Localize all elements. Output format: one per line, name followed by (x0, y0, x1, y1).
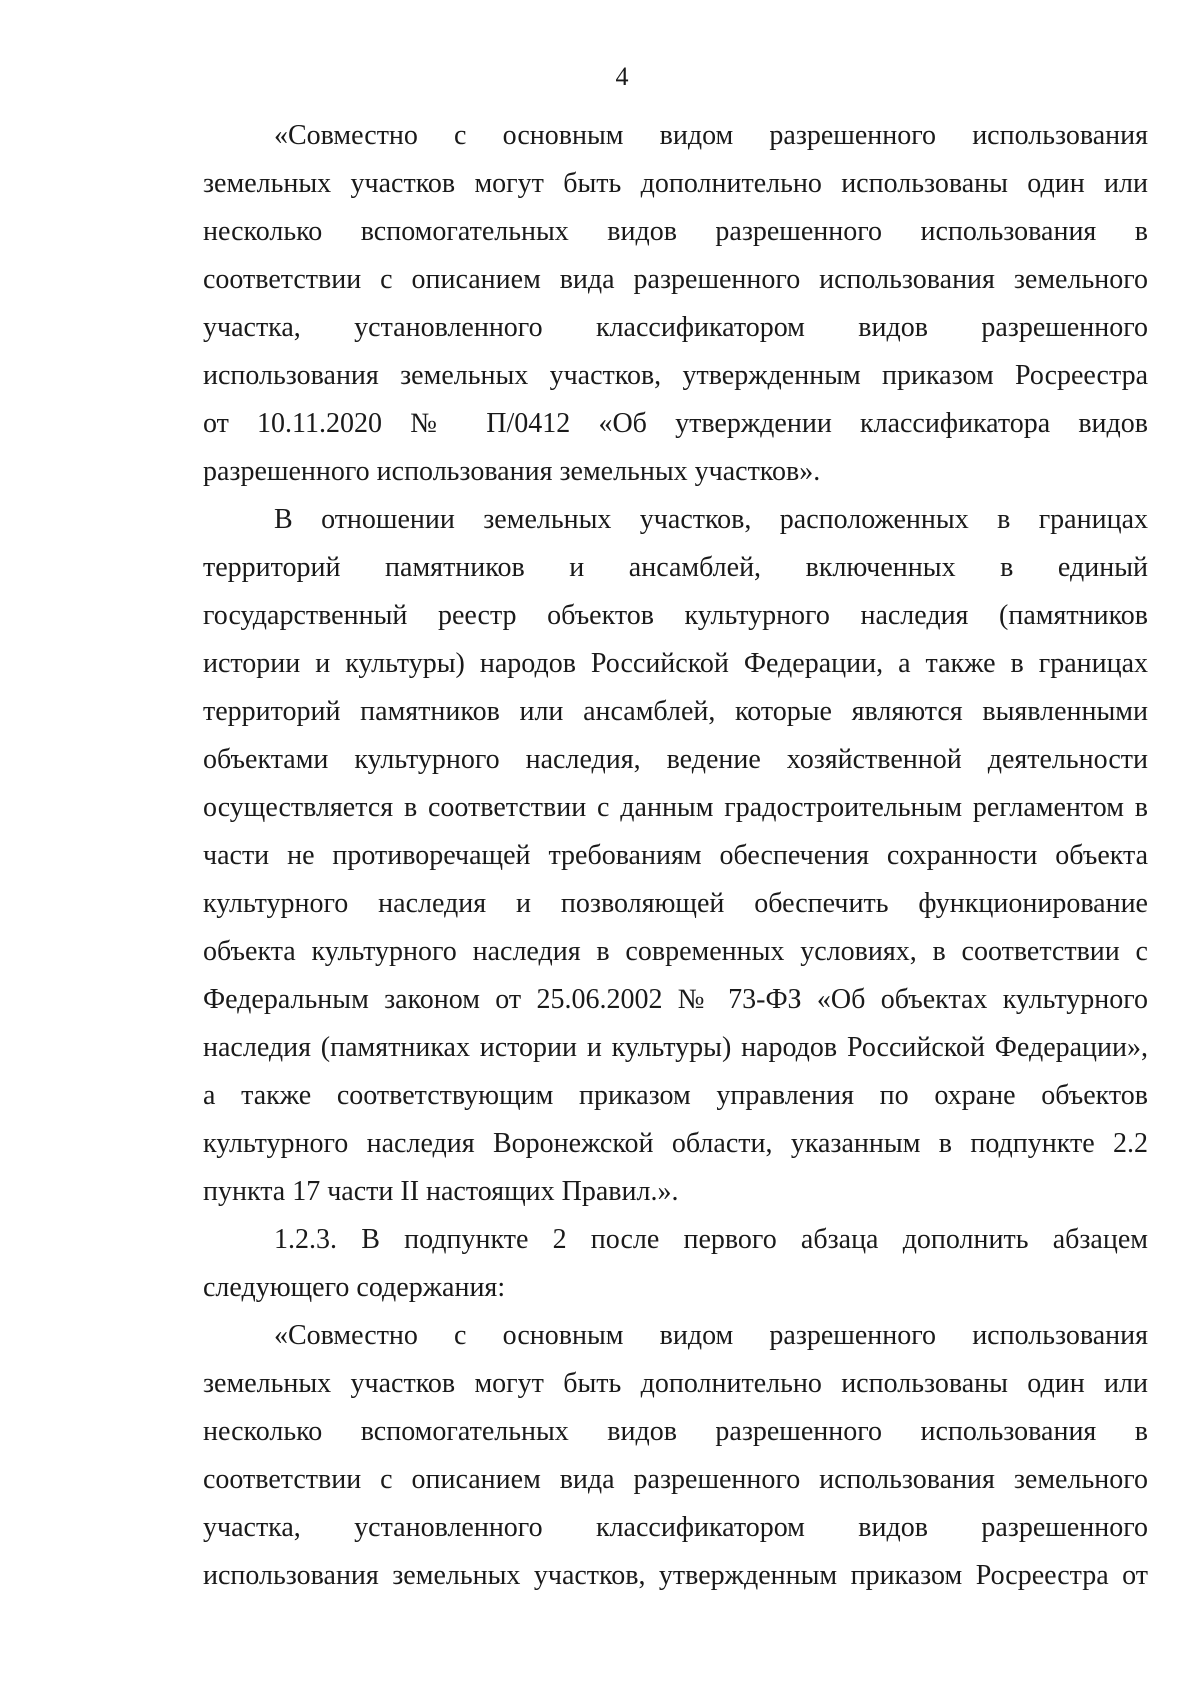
text-line: а также соответствующим приказом управления по охране объектов (203, 1080, 1148, 1111)
text-line: наследия (памятниках истории и культуры) народов Российской Федерации», (203, 1032, 1148, 1063)
text-line: использования земельных участков, утвержденным приказом Росреестра от (203, 1560, 1148, 1591)
text-line: пункта 17 части II настоящих Правил.». (203, 1176, 679, 1207)
text-line: объектами культурного наследия, ведение хозяйственной деятельности (203, 744, 1148, 775)
text-line: истории и культуры) народов Российской Федерации, а также в границах (203, 648, 1148, 679)
paragraph (203, 1312, 1148, 1600)
text-line: культурного наследия и позволяющей обеспечить функционирование (203, 888, 1148, 919)
text-line: участка, установленного классификатором видов разрешенного (203, 312, 1148, 343)
text-line: следующего содержания: (203, 1272, 506, 1303)
text-line: соответствии с описанием вида разрешенного использования земельного (203, 264, 1148, 295)
text-line: 1.2.3. В подпункте 2 после первого абзаца дополнить абзацем (274, 1224, 1148, 1255)
paragraph (203, 112, 1148, 496)
text-line: земельных участков могут быть дополнительно использованы один или (203, 1368, 1148, 1399)
text-line: В отношении земельных участков, расположенных в границах (274, 504, 1148, 535)
text-line: культурного наследия Воронежской области, указанным в подпункте 2.2 (203, 1128, 1148, 1159)
text-line: от 10.11.2020 № П/0412 «Об утверждении классификатора видов (203, 408, 1148, 439)
text-line: земельных участков могут быть дополнительно использованы один или (203, 168, 1148, 199)
paragraph (203, 1216, 1148, 1312)
text-line: государственный реестр объектов культурного наследия (памятников (203, 600, 1148, 631)
text-line: использования земельных участков, утвержденным приказом Росреестра (203, 360, 1148, 391)
document-body (203, 112, 1148, 1600)
text-line: «Совместно с основным видом разрешенного использования (274, 120, 1148, 151)
text-line: несколько вспомогательных видов разрешенного использования в (203, 216, 1148, 247)
page-number: 4 (615, 62, 629, 91)
text-line: разрешенного использования земельных участков». (203, 456, 821, 487)
text-line: территорий памятников или ансамблей, которые являются выявленными (203, 696, 1148, 727)
text-line: Федеральным законом от 25.06.2002 № 73-ФЗ «Об объектах культурного (203, 984, 1148, 1015)
text-line: территорий памятников и ансамблей, включенных в единый (203, 552, 1148, 583)
paragraph (203, 496, 1148, 1216)
text-line: объекта культурного наследия в современных условиях, в соответствии с (203, 936, 1148, 967)
text-line: несколько вспомогательных видов разрешенного использования в (203, 1416, 1148, 1447)
text-line: части не противоречащей требованиям обеспечения сохранности объекта (203, 840, 1148, 871)
text-line: участка, установленного классификатором видов разрешенного (203, 1512, 1148, 1543)
text-line: осуществляется в соответствии с данным градостроительным регламентом в (203, 792, 1148, 823)
text-line: «Совместно с основным видом разрешенного использования (274, 1320, 1148, 1351)
text-line: соответствии с описанием вида разрешенного использования земельного (203, 1464, 1148, 1495)
